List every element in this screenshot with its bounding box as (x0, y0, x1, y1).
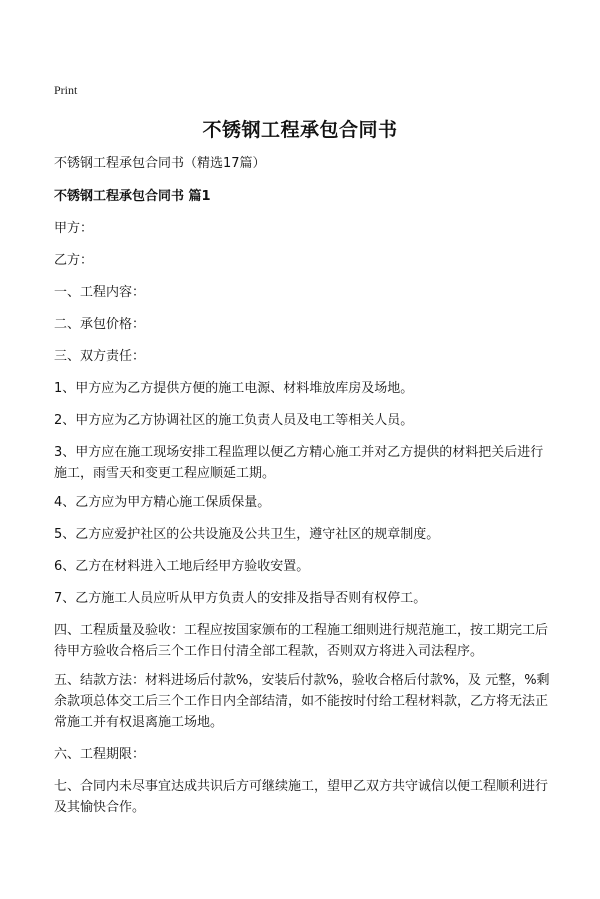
page-title: 不锈钢工程承包合同书 (202, 119, 398, 141)
responsibility-item-2: 2、甲方应为乙方协调社区的施工负责人员及电工等相关人员。 (54, 413, 414, 428)
responsibility-item-1: 1、甲方应为乙方提供方便的施工电源、材料堆放库房及场地。 (54, 381, 414, 396)
clause-contract-price: 二、承包价格： (54, 317, 146, 332)
responsibility-item-5: 5、乙方应爱护社区的公共设施及公共卫生，遵守社区的规章制度。 (54, 527, 440, 542)
clause-other-matters: 七、合同内未尽事宜达成共识后方可继续施工，望甲乙双方共守诚信以便工程顺利进行及其愉快合作。 (54, 779, 549, 815)
document-subtitle: 不锈钢工程承包合同书（精选17篇） (54, 156, 266, 171)
responsibility-item-3: 3、甲方应在施工现场安排工程监理以便乙方精心施工并对乙方提供的材料把关后进行施工，雨雪天和变更工程应顺延工期。 (54, 445, 544, 481)
clause-work-period: 六、工程期限： (54, 747, 146, 762)
section-heading: 不锈钢工程承包合同书 篇1 (54, 189, 211, 204)
party-b-line: 乙方： (54, 253, 94, 268)
responsibility-item-6: 6、乙方在材料进入工地后经甲方验收安置。 (54, 559, 310, 574)
print-label[interactable]: Print (54, 83, 78, 97)
clause-payment-method: 五、结款方法：材料进场后付款%，安装后付款%，验收合格后付款%，及 元整，%剩余款项总体交工后三个工作日内全部结清，如不能按时付给工程材料款，乙方将无法正常施工并有权退离施工场地。 (54, 673, 550, 730)
clause-responsibilities: 三、双方责任： (54, 349, 146, 364)
clause-quality-acceptance: 四、工程质量及验收：工程应按国家颁布的工程施工细则进行规范施工，按工期完工后待甲方验收合格后三个工作日付清全部工程款，否则双方将进入司法程序。 (54, 623, 549, 659)
responsibility-item-4: 4、乙方应为甲方精心施工保质保量。 (54, 495, 271, 510)
clause-work-content: 一、工程内容： (54, 285, 146, 300)
party-a-line: 甲方： (54, 221, 94, 236)
responsibility-item-7: 7、乙方施工人员应听从甲方负责人的安排及指导否则有权停工。 (54, 591, 427, 606)
